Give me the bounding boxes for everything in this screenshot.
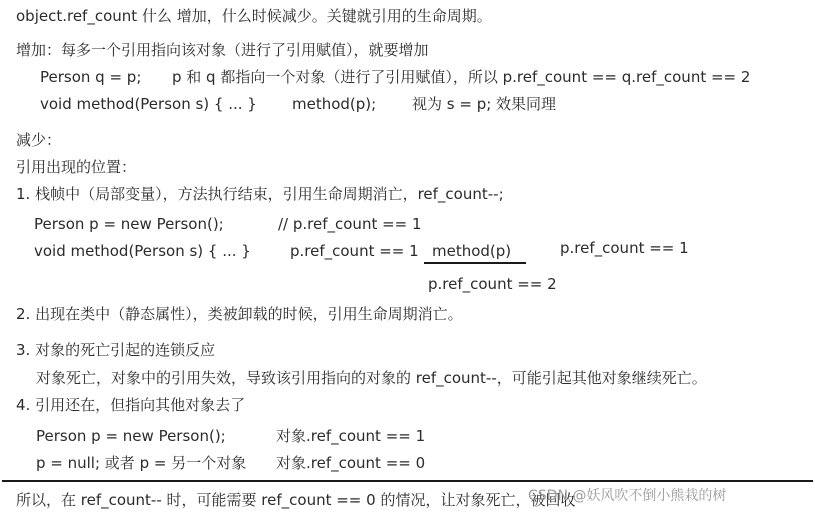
method-signature: void method(Person s) { ... } (40, 95, 257, 113)
item-4-ref-count-0: 对象.ref_count == 0 (276, 454, 426, 472)
item-1-ref-count-after: p.ref_count == 1 (560, 239, 689, 257)
item-1-code-new: Person p = new Person(); (34, 215, 224, 233)
method-call: method(p); (292, 95, 377, 113)
item-1-ref-count-during: p.ref_count == 2 (428, 275, 557, 293)
method-call-desc: 视为 s = p; 效果同理 (412, 95, 557, 113)
increase-example-desc: p 和 q 都指向一个对象（进行了引用赋值），所以 p.ref_count == q.ref_count == 2 (172, 68, 751, 86)
positions-heading: 引用出现的位置： (16, 158, 137, 176)
call-divider-line (424, 262, 526, 264)
item-4-code-new: Person p = new Person(); (36, 427, 226, 445)
increase-example-code: Person q = p; (40, 68, 142, 86)
item-4: 4. 引用还在，但指向其他对象去了 (16, 396, 246, 414)
item-1-comment: // p.ref_count == 1 (278, 215, 422, 233)
item-1-method-signature: void method(Person s) { ... } (34, 242, 251, 260)
page-title: object.ref_count 什么 增加，什么时候减少。关键就引用的生命周期。 (16, 7, 492, 25)
item-2: 2. 出现在类中（静态属性），类被卸载的时候，引用生命周期消亡。 (16, 305, 463, 323)
conclusion: 所以，在 ref_count-- 时，可能需要 ref_count == 0 的情况，让对象死亡，被回收 (16, 491, 576, 509)
item-3-desc: 对象死亡，对象中的引用失效，导致该引用指向的对象的 ref_count--，可能引起其他对象继续死亡。 (36, 369, 707, 387)
increase-heading: 增加：每多一个引用指向该对象（进行了引用赋值），就要增加 (16, 41, 429, 59)
csdn-watermark: CSDN @妖风吹不倒小熊栽的树 (528, 488, 727, 504)
item-1-ref-count: p.ref_count == 1 (290, 242, 419, 260)
item-4-ref-count-1: 对象.ref_count == 1 (276, 427, 426, 445)
decrease-heading: 减少： (16, 131, 62, 149)
conclusion-divider (2, 480, 813, 482)
item-4-code-null: p = null; 或者 p = 另一个对象 (36, 454, 247, 472)
item-1-method-call: method(p) (432, 242, 512, 260)
item-1: 1. 栈帧中（局部变量），方法执行结束，引用生命周期消亡，ref_count--; (16, 185, 504, 203)
item-3: 3. 对象的死亡引起的连锁反应 (16, 341, 216, 359)
